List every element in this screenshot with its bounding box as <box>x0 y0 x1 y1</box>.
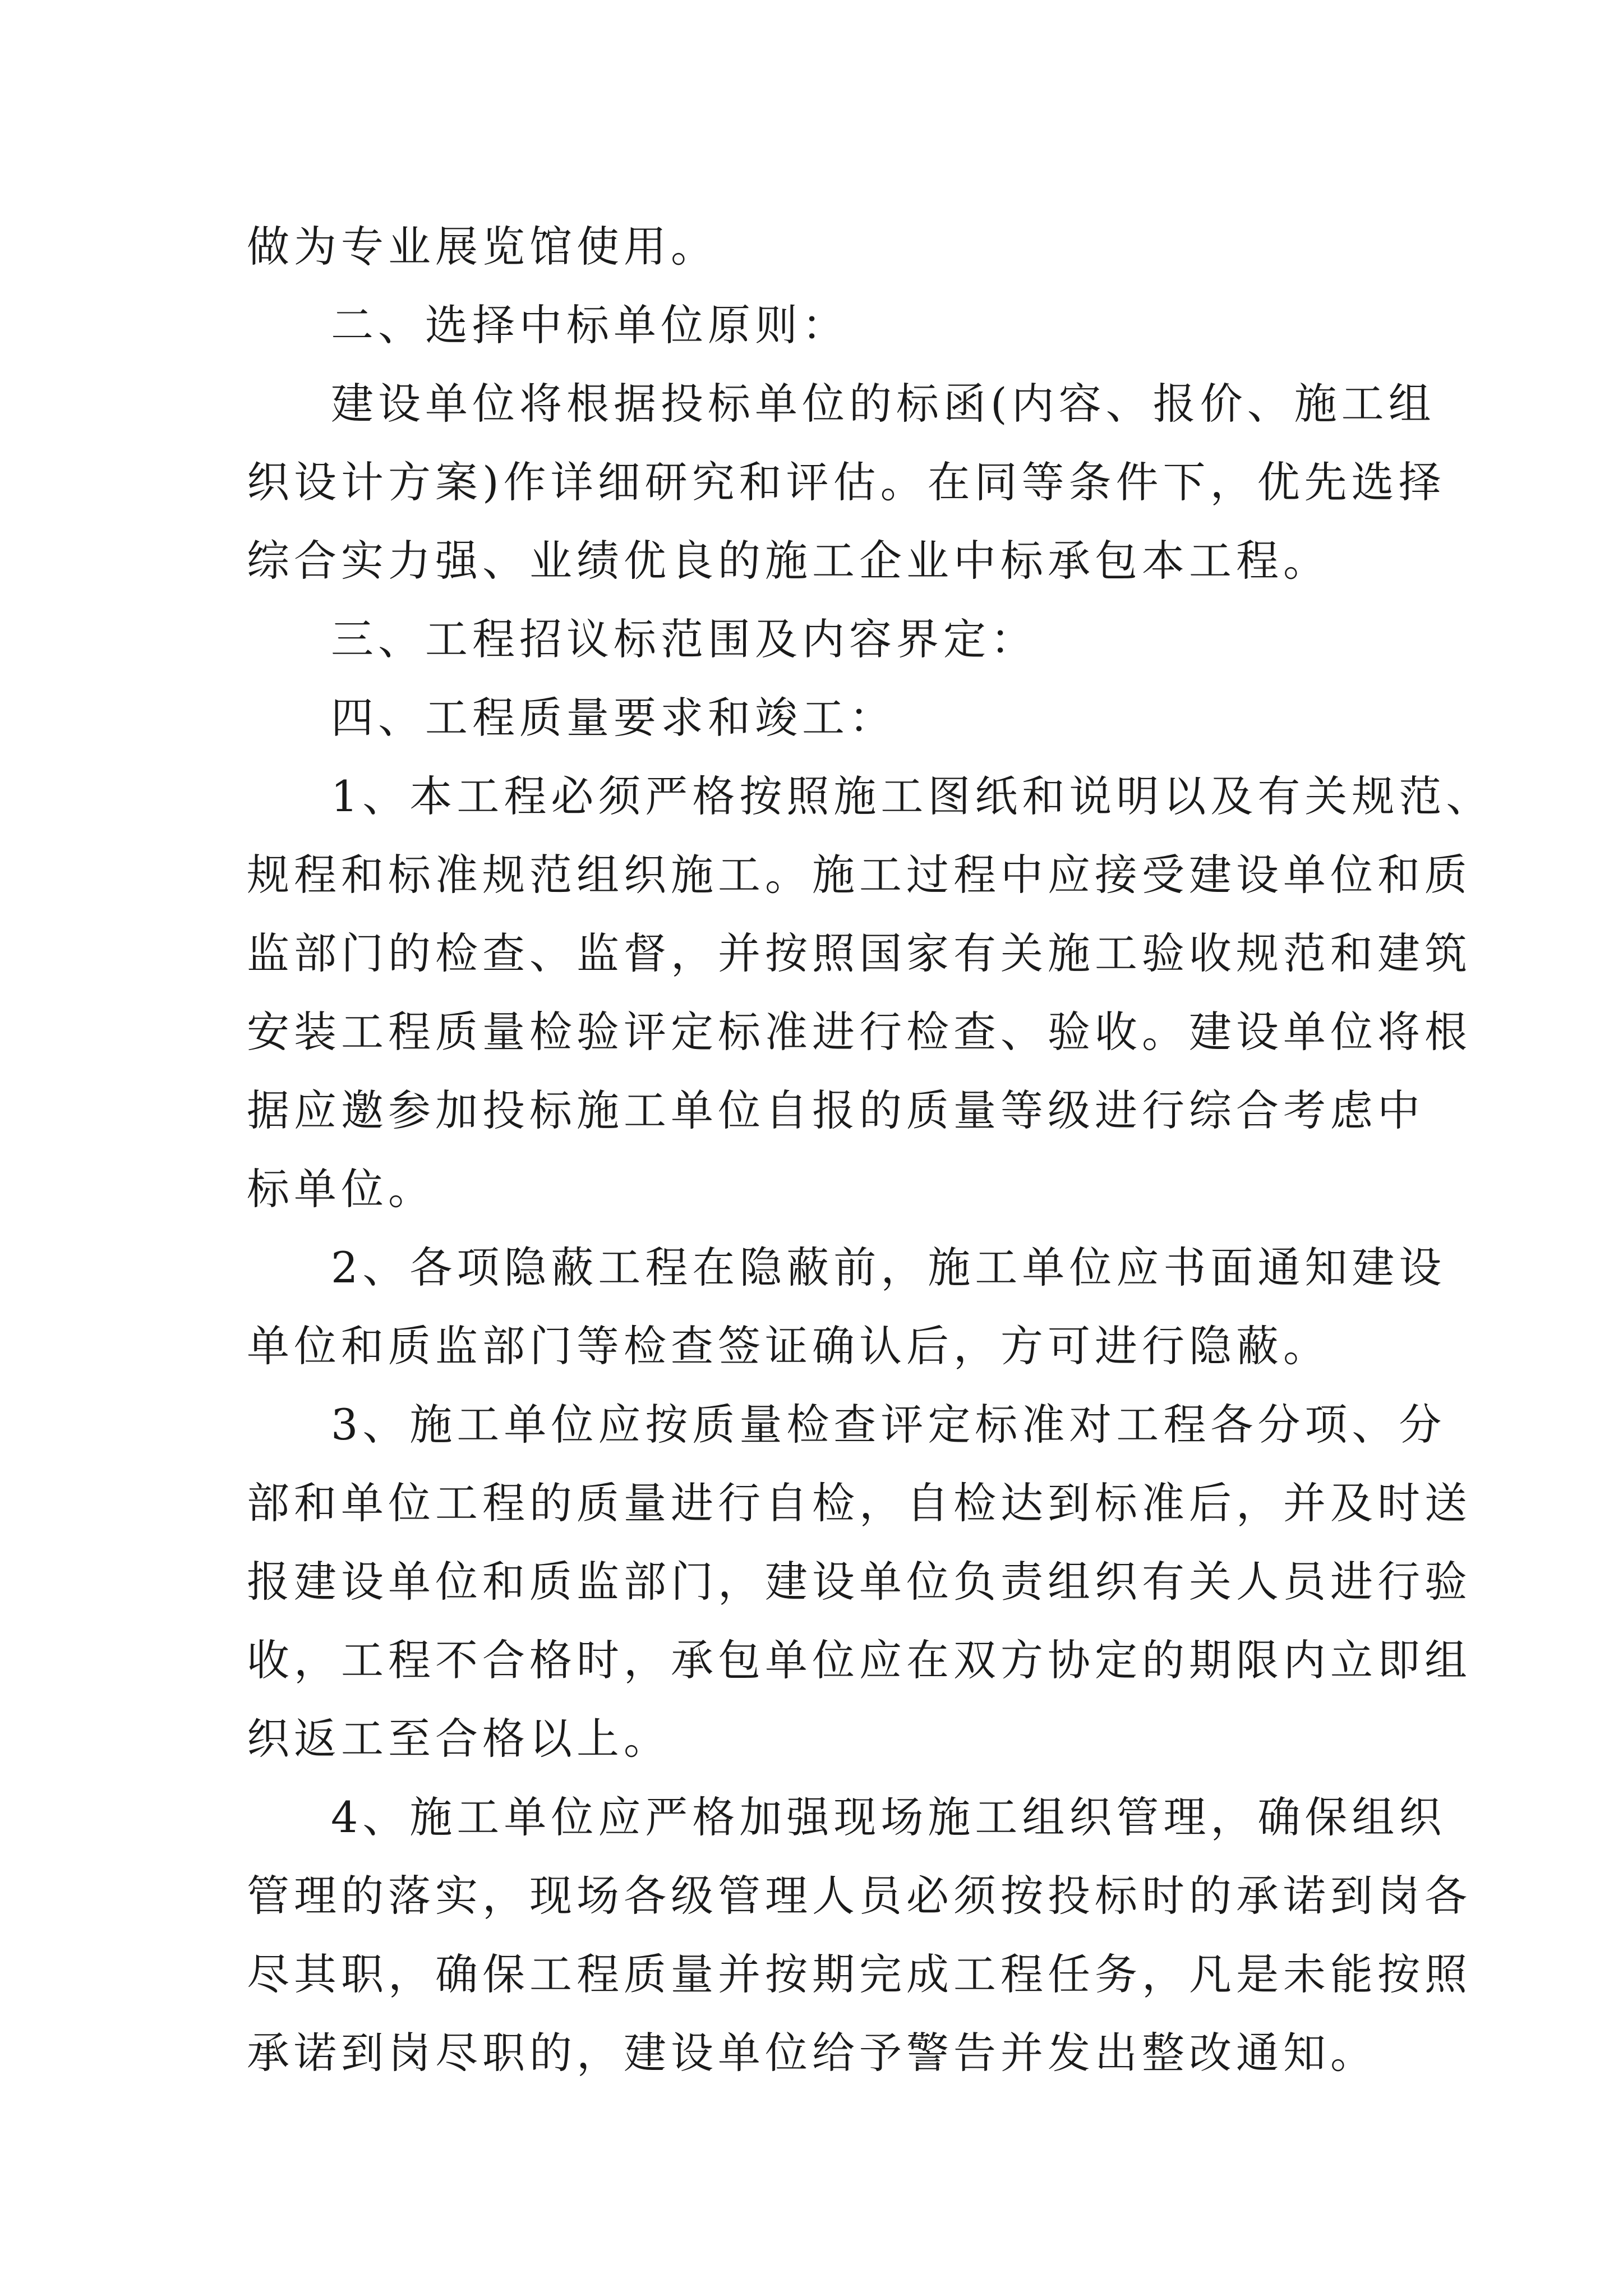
text-line: 建设单位将根据投标单位的标函(内容、报价、施工组 <box>331 379 1436 429</box>
text-line: 收，工程不合格时，承包单位应在双方协定的期限内立即组 <box>247 1635 1472 1685</box>
section-heading: 二、选择中标单位原则： <box>331 300 849 350</box>
document-body <box>247 208 1493 2092</box>
text-line: 标单位。 <box>247 1164 435 1214</box>
text-line: 报建设单位和质监部门，建设单位负责组织有关人员进行验 <box>247 1557 1472 1607</box>
text-line: 织设计方案)作详细研究和评估。在同等条件下，优先选择 <box>247 457 1446 507</box>
text-line: 1、本工程必须严格按照施工图纸和说明以及有关规范、 <box>331 771 1493 821</box>
text-line: 规程和标准规范组织施工。施工过程中应接受建设单位和质 <box>247 850 1472 900</box>
text-line: 部和单位工程的质量进行自检，自检达到标准后，并及时送 <box>247 1478 1472 1528</box>
text-line: 监部门的检查、监督，并按照国家有关施工验收规范和建筑 <box>247 928 1472 978</box>
text-line: 承诺到岗尽职的，建设单位给予警告并发出整改通知。 <box>247 2028 1377 2078</box>
text-line: 做为专业展览馆使用。 <box>247 222 718 272</box>
text-line: 综合实力强、业绩优良的施工企业中标承包本工程。 <box>247 536 1330 586</box>
text-line: 尽其职，确保工程质量并按期完成工程任务，凡是未能按照 <box>247 1949 1472 1999</box>
text-line: 管理的落实，现场各级管理人员必须按投标时的承诺到岗各 <box>247 1871 1472 1921</box>
text-line: 4、施工单位应严格加强现场施工组织管理，确保组织 <box>331 1792 1446 1842</box>
text-line: 安装工程质量检验评定标准进行检查、验收。建设单位将根 <box>247 1007 1472 1057</box>
section-heading: 四、工程质量要求和竣工： <box>331 693 896 743</box>
section-heading: 三、工程招议标范围及内容界定： <box>331 614 1038 664</box>
text-line: 据应邀参加投标施工单位自报的质量等级进行综合考虑中 <box>247 1085 1424 1135</box>
text-line: 单位和质监部门等检查签证确认后，方可进行隐蔽。 <box>247 1321 1330 1371</box>
text-line: 2、各项隐蔽工程在隐蔽前，施工单位应书面通知建设 <box>331 1243 1446 1292</box>
text-line: 织返工至合格以上。 <box>247 1714 671 1764</box>
text-line: 3、施工单位应按质量检查评定标准对工程各分项、分 <box>331 1400 1446 1450</box>
